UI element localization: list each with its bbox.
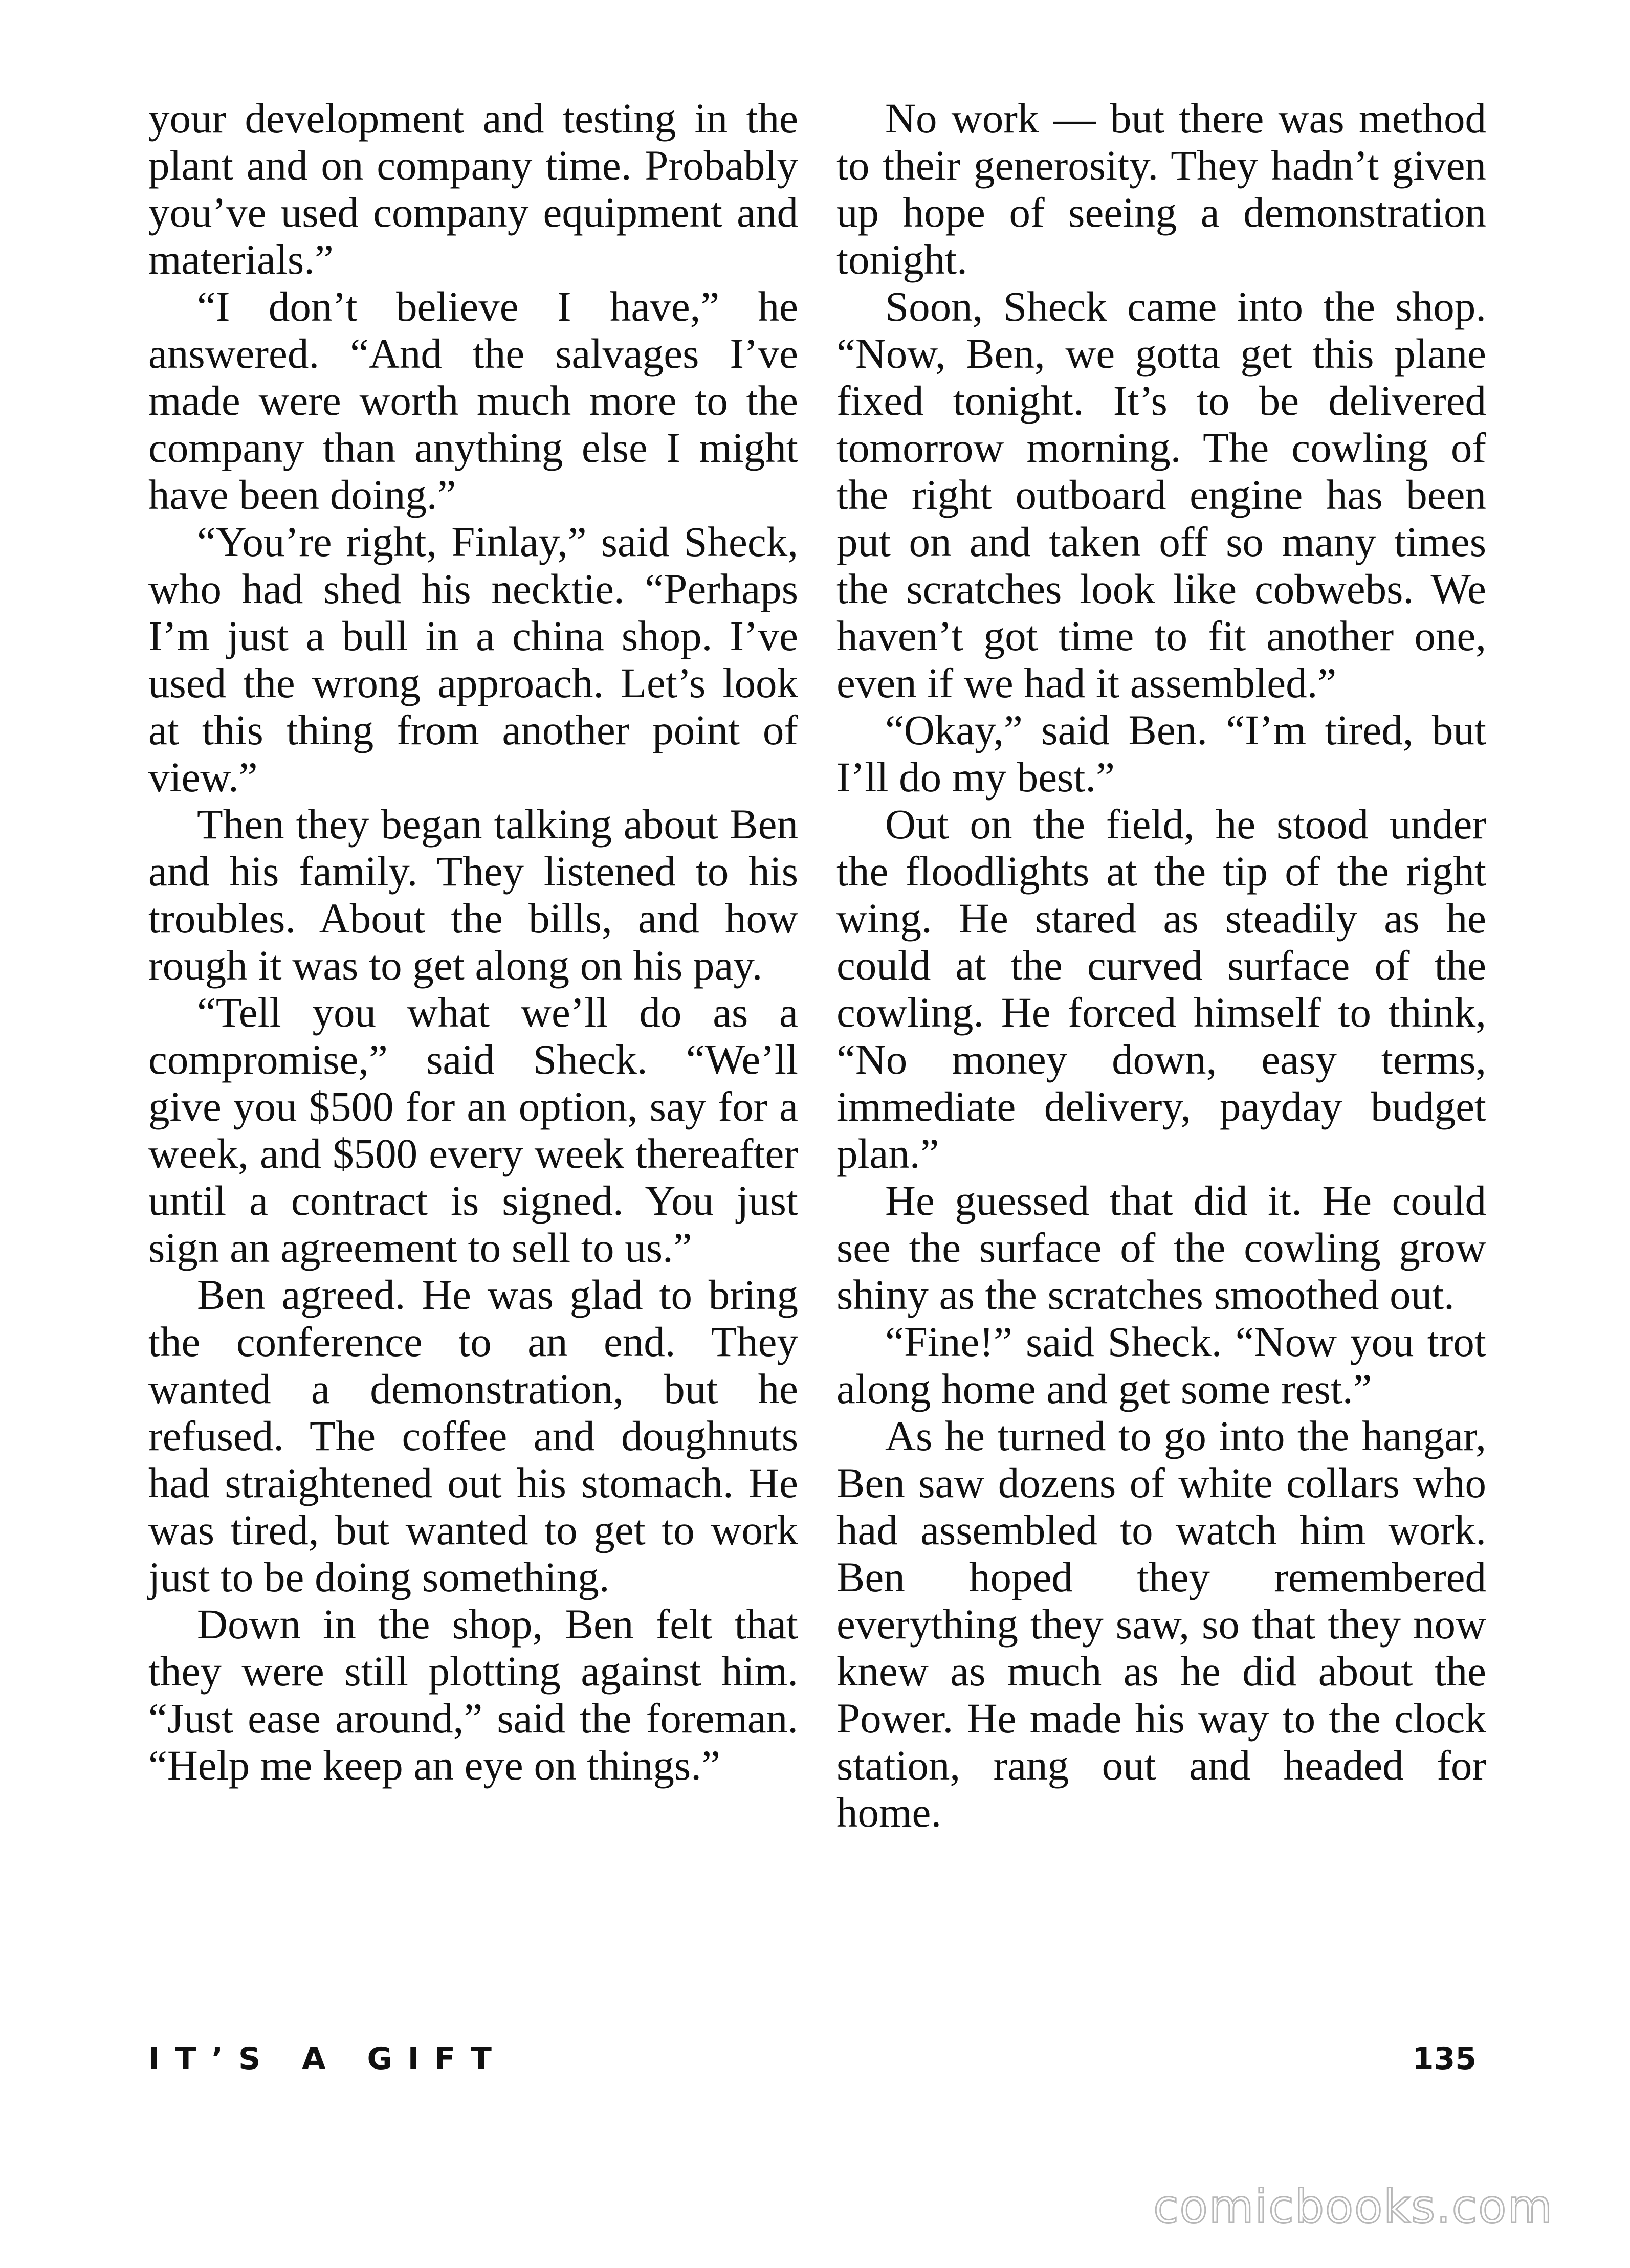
paragraph: “Fine!” said Sheck. “Now you trot along home and get some rest.” <box>836 1318 1486 1412</box>
paragraph: As he turned to go into the hangar, Ben saw dozens of white collars who had assembled to watch him work. Ben hoped they remembered everything they saw, so that they now knew as much as he did about the Power. He made his way to the clock station, rang out and headed for home. <box>836 1412 1486 1836</box>
paragraph: Ben agreed. He was glad to bring the conference to an end. They wanted a demonstration, but he refused. The coffee and doughnuts had straightened out his stomach. He was tired, but wanted to get to work just to be doing something. <box>148 1271 798 1600</box>
paragraph: No work — but there was method to their generosity. They hadn’t given up hope of seeing a demonstration tonight. <box>836 95 1486 283</box>
paragraph: Soon, Sheck came into the shop. “Now, Ben, we gotta get this plane fixed tonight. It’s to be delivered tomorrow morning. The cowling of the right outboard engine has been put on and taken off so many times the scratches look like cobwebs. We haven’t got time to fit another one, even if we had it assembled.” <box>836 283 1486 706</box>
running-title: IT’S A GIFT <box>148 2041 507 2077</box>
paragraph: Out on the field, he stood under the floodlights at the tip of the right wing. He stared as steadily as he could at the curved surface of the cowling. He forced himself to think, “No money down, easy terms, immediate delivery, payday budget plan.” <box>836 801 1486 1177</box>
paragraph: your development and testing in the plant and on company time. Probably you’ve used company equipment and materials.” <box>148 95 798 283</box>
right-text-column <box>836 95 1486 1836</box>
paragraph: “Tell you what we’ll do as a compromise,” said Sheck. “We’ll give you $500 for an option, say for a week, and $500 every week thereafter until a contract is signed. You just sign an agreement to sell to us.” <box>148 989 798 1271</box>
watermark-logo: comicbooks.com <box>1153 2180 1553 2234</box>
left-text-column <box>148 95 798 1789</box>
paragraph: Down in the shop, Ben felt that they were still plotting against him. “Just ease around,” said the foreman. “Help me keep an eye on things.” <box>148 1600 798 1789</box>
paragraph: “You’re right, Finlay,” said Sheck, who had shed his necktie. “Perhaps I’m just a bull in a china shop. I’ve used the wrong approach. Let’s look at this thing from another point of view.” <box>148 518 798 801</box>
paragraph: He guessed that did it. He could see the surface of the cowling grow shiny as the scratches smoothed out. <box>836 1177 1486 1318</box>
paragraph: “I don’t believe I have,” he answered. “And the salvages I’ve made were worth much more to the company than anything else I might have been doing.” <box>148 283 798 518</box>
paragraph: “Okay,” said Ben. “I’m tired, but I’ll do my best.” <box>836 706 1486 801</box>
paragraph: Then they began talking about Ben and his family. They listened to his troubles. About the bills, and how rough it was to get along on his pay. <box>148 801 798 989</box>
page-number: 135 <box>1412 2041 1477 2077</box>
